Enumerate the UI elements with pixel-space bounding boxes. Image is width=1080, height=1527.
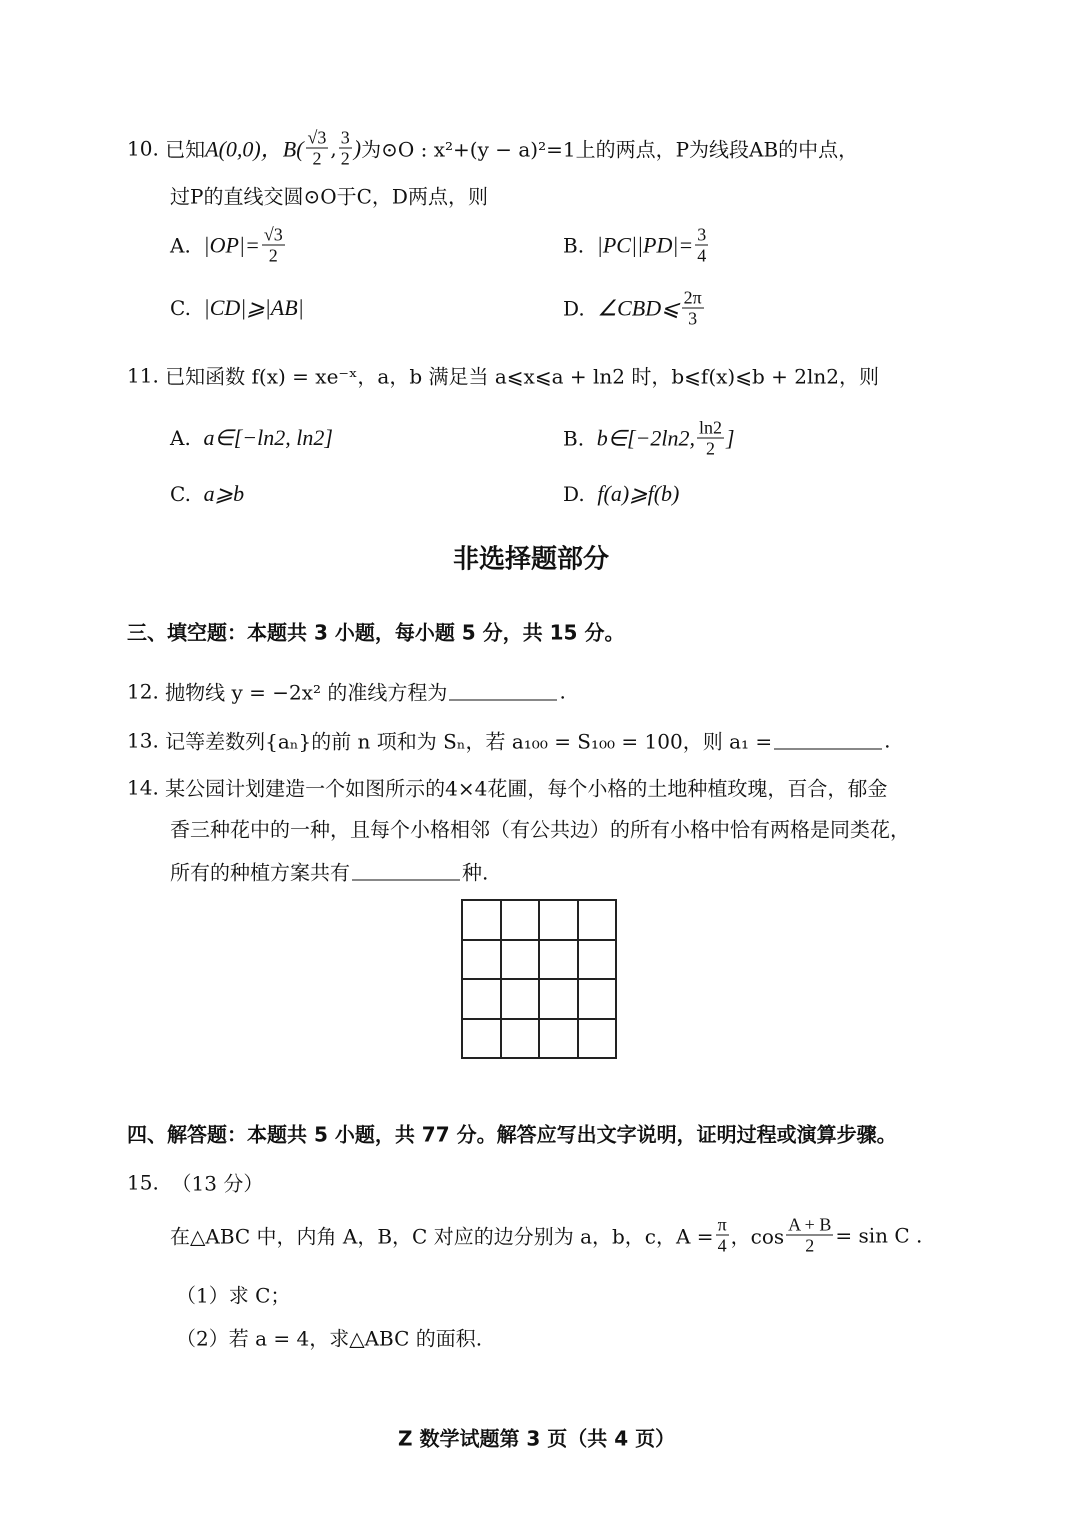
q11-option-d: D. f(a)⩾f(b) [563,481,680,506]
answer-blank [352,862,460,881]
q10-option-b: B. |PC||PD|= $\frac{3}{4}$ [563,224,707,266]
q10-line1 [127,128,858,169]
q10-option-a: A. |OP|= $\frac{√3}{2}$ [170,224,283,266]
section-3-title: 三、填空题：本题共 3 小题，每小题 5 分，共 15 分。 [127,620,625,645]
paren: ) [353,135,362,160]
answer-blank [449,682,557,701]
q15-part1: （1）求 C； [176,1283,291,1308]
q11-option-b: B. b∈[−2ln2, ln2 2 ] [563,417,735,459]
q13: 13. 记等差数列{aₙ}的前 n 项和为 Sₙ，若 a₁₀₀ = S₁₀₀ = 100，则 a₁ = . [127,728,891,754]
q11-option-a: A. a∈[−ln2, ln2] [170,425,333,450]
q11-stem: 11. 已知函数 f(x) = xe⁻ˣ，a，b 满足当 a⩽x⩽a + ln2 时，b⩽f(x)⩽b + 2ln2，则 [127,363,879,389]
q10-text: 已知 [165,137,206,162]
page-footer: Z 数学试题第 3 页（共 4 页） [398,1426,676,1451]
q14-line2: 香三种花中的一种，且每个小格相邻（有公共边）的所有小格中恰有两格是同类花， [170,817,910,842]
section-heading: 非选择题部分 [453,544,610,575]
q10-number: 10. [127,136,159,160]
q10-math: A(0,0)，B( [205,136,304,162]
q15-header: 15. （13 分） [127,1170,264,1196]
flower-bed-grid [461,899,617,1059]
fraction: √3 2 [307,127,327,169]
q10-option-c: C. |CD|⩾|AB| [170,295,304,320]
q15-part2: （2）若 a = 4，求△ABC 的面积. [176,1326,483,1351]
fraction: 3 2 [340,127,350,169]
q12: 12. 抛物线 y = −2x² 的准线方程为 . [127,679,566,705]
q10-text: 为⊙O : x²+(y − a)²=1上的两点，P为线段AB的中点， [361,137,859,162]
q15-stem: 在△ABC 中，内角 A，B，C 对应的边分别为 a，b，c，A = $\frac{\pi}{4}$ ，cos $\frac{A + B}{2}$ = sin C . [170,1214,923,1256]
q14-line3: 所有的种植方案共有 种. [170,860,489,885]
section-4-title: 四、解答题：本题共 5 小题，共 77 分。解答应写出文字说明，证明过程或演算步骤。 [127,1122,897,1147]
q14-line1: 14. 某公园计划建造一个如图所示的4×4花圃，每个小格的土地种植玫瑰，百合，郁金 [127,775,888,801]
q10-line2: 过P的直线交圆⊙O于C，D两点，则 [170,184,488,209]
answer-blank [774,731,882,750]
comma: , [330,136,337,160]
q11-option-c: C. a⩾b [170,481,245,506]
q10-option-d: D. ∠CBD⩽ 2π 3 [563,287,702,329]
